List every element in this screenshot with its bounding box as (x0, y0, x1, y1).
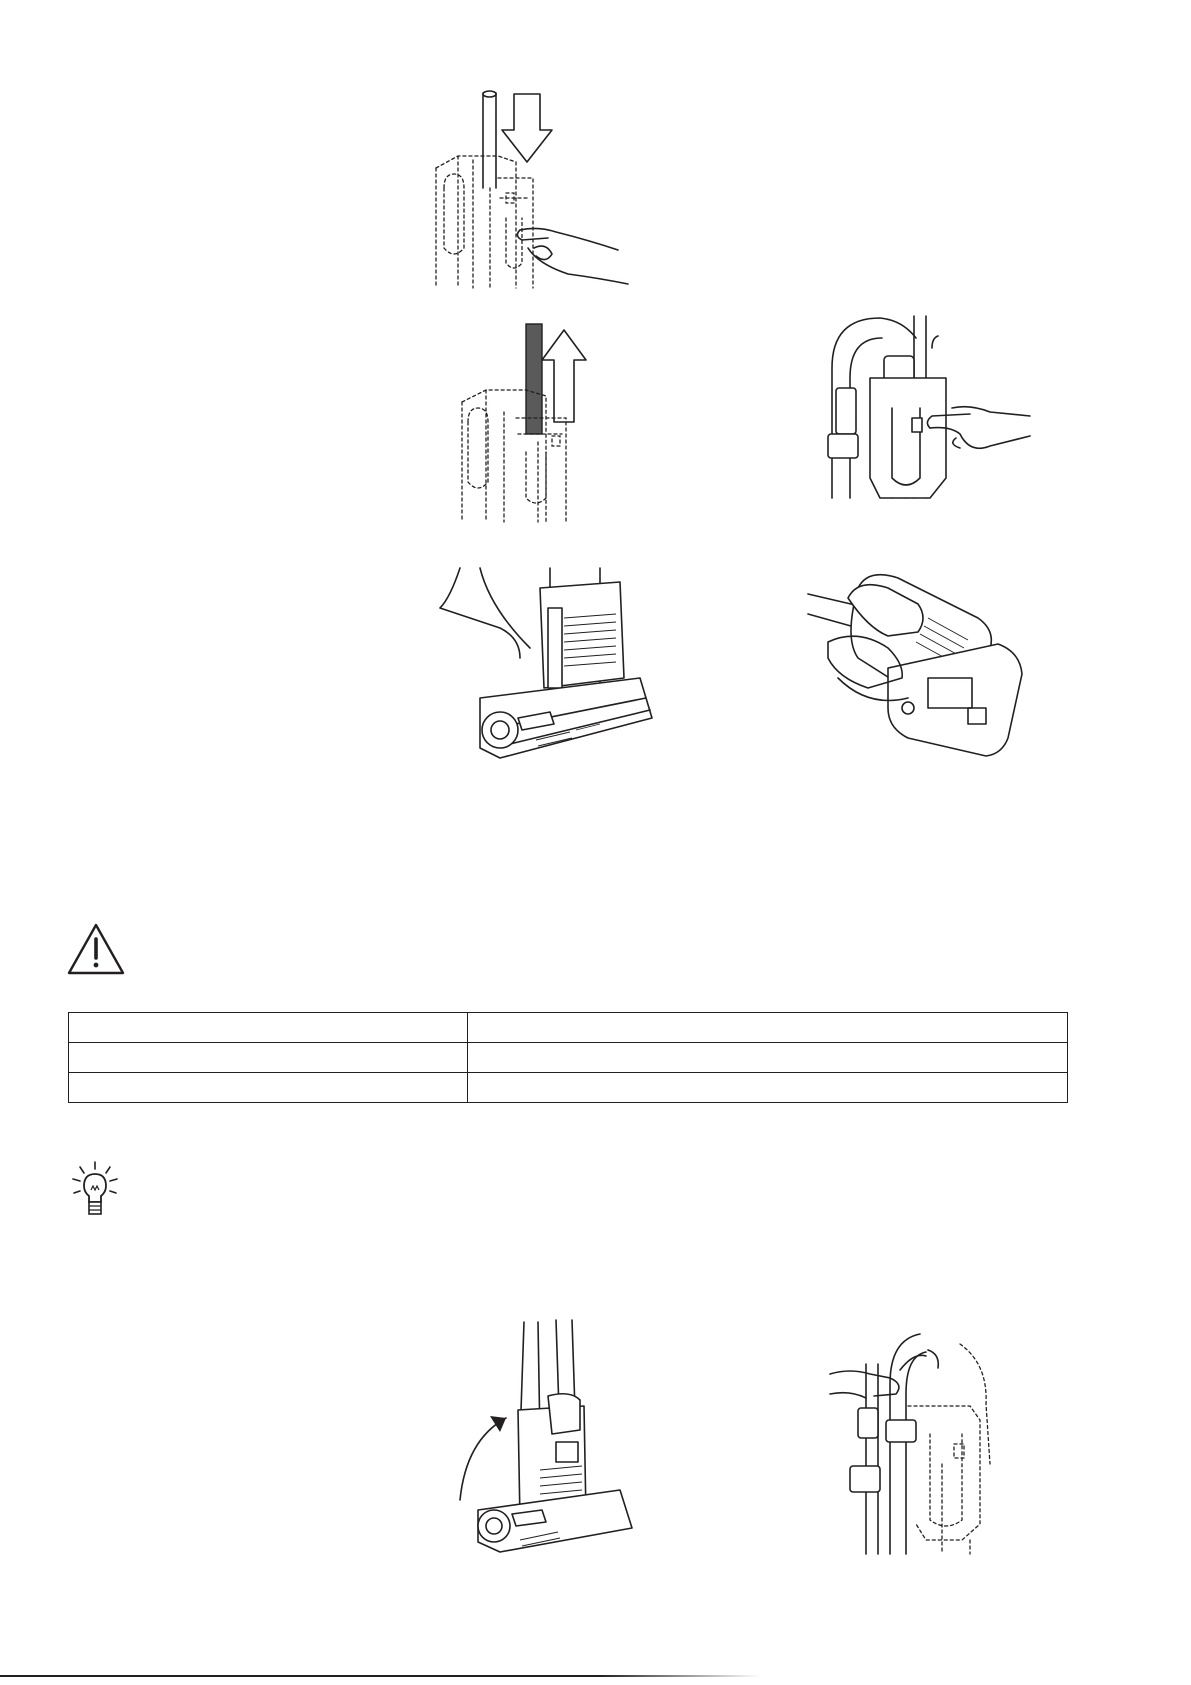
figure-wand-lift (456, 322, 626, 522)
footer-rule (0, 1675, 600, 1677)
footer-rule-fade (600, 1675, 760, 1677)
light-bulb-icon (70, 1160, 120, 1218)
table-cell (468, 1073, 1068, 1103)
figure-hose-reattach (830, 1324, 1000, 1554)
figure-cleaner-tilted (808, 558, 1028, 768)
spec-table (68, 1012, 1068, 1103)
table-row (69, 1013, 1068, 1043)
figure-nozzle-pedal (440, 568, 660, 758)
table-cell (69, 1073, 468, 1103)
table-cell (468, 1043, 1068, 1073)
table-row (69, 1043, 1068, 1073)
figure-handle-upright (460, 1320, 660, 1552)
figure-hose-clip-release (820, 308, 1030, 508)
table-cell (69, 1013, 468, 1043)
table-cell (468, 1013, 1068, 1043)
warning-triangle-icon (66, 922, 126, 976)
figure-release-button-press (428, 88, 653, 288)
table-row (69, 1073, 1068, 1103)
table-cell (69, 1043, 468, 1073)
